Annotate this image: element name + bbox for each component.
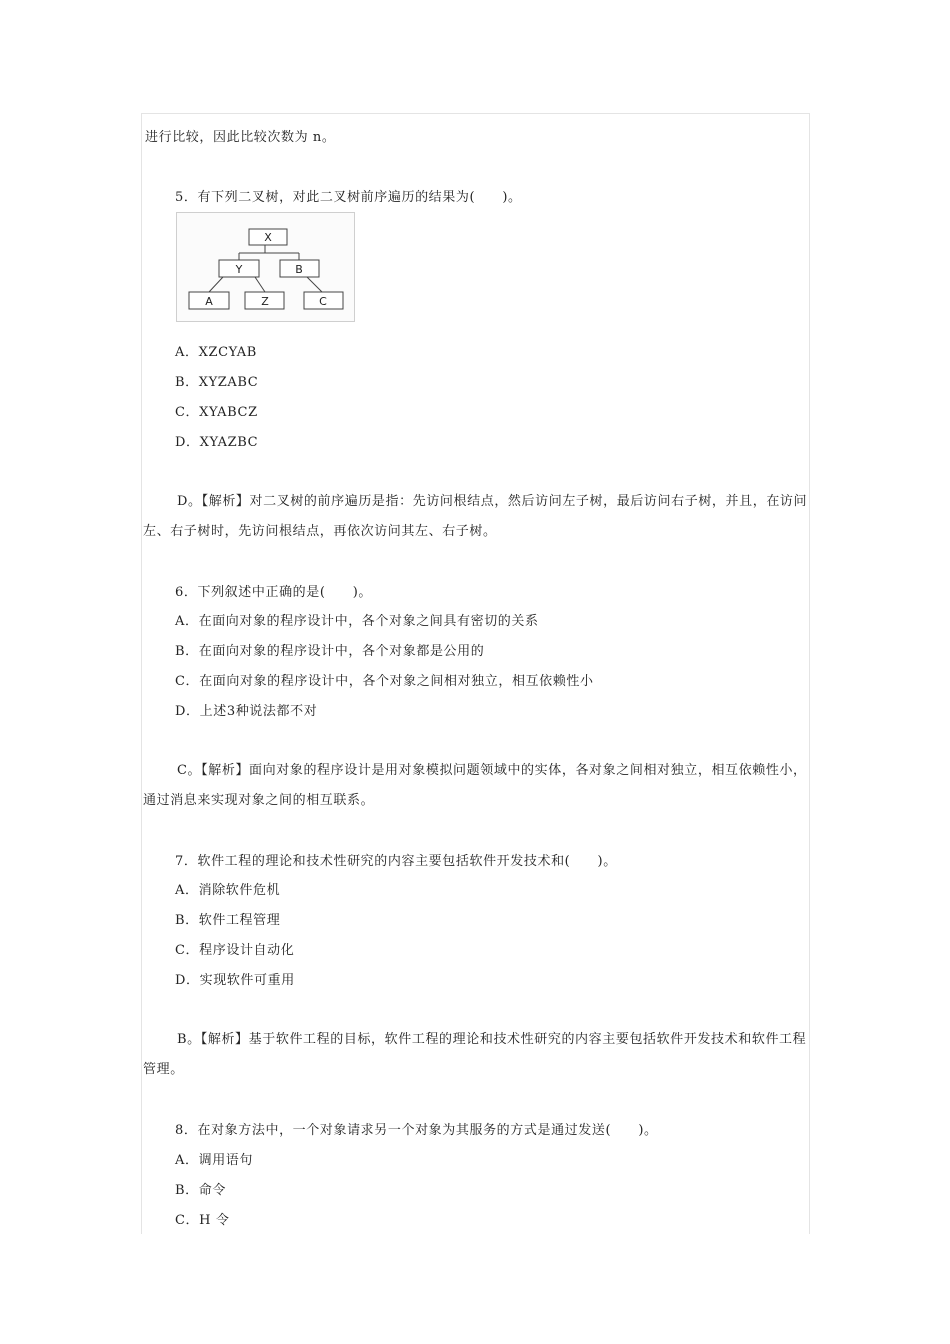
q7-option-a: A．消除软件危机 bbox=[175, 883, 281, 898]
q6-question: 6．下列叙述中正确的是( )。 bbox=[175, 585, 373, 600]
q7-answer: B。【解析】基于软件工程的目标，软件工程的理论和技术性研究的内容主要包括软件开发技术和软件工程管理。 bbox=[143, 1032, 807, 1077]
intro-text: 进行比较，因此比较次数为 n。 bbox=[145, 130, 336, 145]
q5-option-d: D．XYAZBC bbox=[175, 435, 259, 450]
q6-option-c: C．在面向对象的程序设计中，各个对象之间相对独立，相互依赖性小 bbox=[175, 674, 594, 689]
node-x-label: X bbox=[264, 231, 272, 244]
q5-option-b: B．XYZABC bbox=[175, 375, 259, 390]
q6-answer: C。【解析】面向对象的程序设计是用对象模拟问题领域中的实体，各对象之间相对独立，相互依赖性小，通过消息来实现对象之间的相互联系。 bbox=[143, 763, 807, 808]
q7-option-c: C．程序设计自动化 bbox=[175, 943, 295, 958]
node-z-label: Z bbox=[261, 295, 269, 308]
q5-question: 5．有下列二叉树，对此二叉树前序遍历的结果为( )。 bbox=[175, 190, 522, 205]
q6-option-b: B．在面向对象的程序设计中，各个对象都是公用的 bbox=[175, 644, 485, 659]
node-b-label: B bbox=[295, 263, 303, 276]
q8-option-b: B．命令 bbox=[175, 1183, 226, 1198]
q8-question: 8．在对象方法中，一个对象请求另一个对象为其服务的方式是通过发送( )。 bbox=[175, 1123, 658, 1138]
q6-option-a: A．在面向对象的程序设计中，各个对象之间具有密切的关系 bbox=[175, 614, 539, 629]
node-y-label: Y bbox=[235, 263, 243, 276]
q7-option-b: B．软件工程管理 bbox=[175, 913, 281, 928]
node-a-label: A bbox=[205, 295, 213, 308]
q6-option-d: D．上述3种说法都不对 bbox=[175, 704, 318, 719]
binary-tree-figure bbox=[176, 212, 355, 322]
q8-option-c: C．H 令 bbox=[175, 1213, 230, 1228]
q5-option-a: A．XZCYAB bbox=[175, 345, 257, 360]
q8-option-a: A．调用语句 bbox=[175, 1153, 253, 1168]
q5-answer: D。【解析】对二叉树的前序遍历是指：先访问根结点，然后访问左子树，最后访问右子树，并且，在访问左、右子树时，先访问根结点，再依次访问其左、右子树。 bbox=[143, 494, 808, 539]
q7-question: 7．软件工程的理论和技术性研究的内容主要包括软件开发技术和( )。 bbox=[175, 854, 617, 869]
node-c-label: C bbox=[319, 295, 327, 308]
q7-option-d: D．实现软件可重用 bbox=[175, 973, 295, 988]
q5-option-c: C．XYABCZ bbox=[175, 405, 258, 420]
